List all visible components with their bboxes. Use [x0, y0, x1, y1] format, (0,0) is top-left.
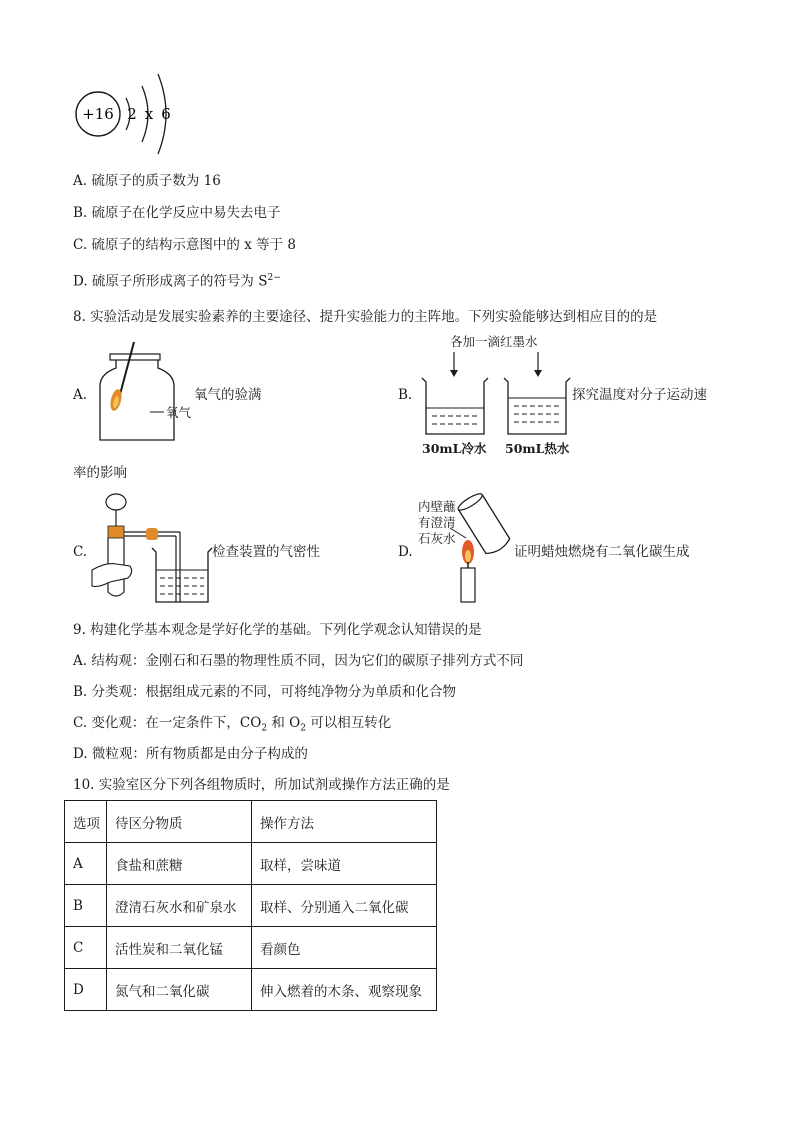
row-substances: 活性炭和二氧化锰: [107, 927, 252, 969]
q9-option-b: B. 分类观：根据组成元素的不同，可将纯净物分为单质和化合物: [73, 684, 457, 700]
q8-d-label-3: 石灰水: [418, 531, 456, 546]
q8-d-label-1: 内壁蘸: [418, 499, 456, 514]
row-method: 取样，尝味道: [252, 843, 437, 885]
shell3-count: 6: [161, 105, 171, 123]
q9-option-a: A. 结构观：金刚石和石墨的物理性质不同，因为它们的碳原子排列方式不同: [73, 653, 524, 669]
row-substances: 氮气和二氧化碳: [107, 969, 252, 1011]
q7-option-c: C. 硫原子的结构示意图中的 x 等于 8: [73, 237, 297, 253]
q8-b-right-label: 50mL热水: [505, 441, 570, 456]
table-row: [65, 927, 437, 969]
candle-figure: [446, 492, 516, 604]
shell2-count: x: [144, 105, 154, 123]
q8-c-letter: C.: [73, 544, 88, 560]
q8-d-label-2: 有澄清: [418, 515, 456, 530]
q8-b-text-cont: 率的影响: [73, 465, 127, 481]
row-option: B: [65, 885, 107, 927]
q10-options-table: [64, 800, 437, 1011]
shell1-count: 2: [127, 105, 137, 123]
oxygen-bottle-figure: [92, 340, 202, 446]
header-method: 操作方法: [252, 801, 437, 843]
row-substances: 食盐和蔗糖: [107, 843, 252, 885]
q8-b-top-label: 各加一滴红墨水: [450, 334, 538, 349]
q8-d-text: 证明蜡烛燃烧有二氧化碳生成: [514, 544, 690, 560]
header-option: 选项: [65, 801, 107, 843]
row-method: 看颜色: [252, 927, 437, 969]
sulfur-atom-diagram: [68, 62, 188, 172]
q7-option-d-text: D. 硫原子所形成离子的符号为 S: [73, 273, 268, 290]
row-method: 伸入燃着的木条、观察现象: [252, 969, 437, 1011]
q9-c-part2: 和 O: [267, 715, 301, 731]
header-substances: 待区分物质: [107, 801, 252, 843]
q9-c-sub2: 2: [300, 723, 306, 734]
row-option: A: [65, 843, 107, 885]
q8-b-letter: B.: [398, 387, 413, 403]
airtightness-figure: [88, 492, 214, 604]
q9-option-c: [73, 714, 391, 738]
q8-a-text: 氧气的验满: [194, 387, 262, 403]
row-substances: 澄清石灰水和矿泉水: [107, 885, 252, 927]
row-option: C: [65, 927, 107, 969]
nucleus-charge: +16: [82, 105, 114, 123]
q7-option-d: [73, 269, 281, 291]
q8-b-text: 探究温度对分子运动速: [572, 387, 707, 403]
q8-c-text: 检查装置的气密性: [212, 544, 320, 560]
q8-stem: 8. 实验活动是发展实验素养的主要途径、提升实验能力的主阵地。下列实验能够达到相应目的的是: [73, 309, 658, 325]
q7-option-b: B. 硫原子在化学反应中易失去电子: [73, 205, 281, 221]
q9-option-d: D. 微粒观：所有物质都是由分子构成的: [73, 746, 308, 762]
q9-c-part3: 可以相互转化: [305, 715, 392, 731]
q8-d-letter: D.: [398, 544, 413, 560]
q9-c-sub1: 2: [261, 723, 268, 734]
beakers-figure: [414, 350, 574, 440]
q9-stem: 9. 构建化学基本观念是学好化学的基础。下列化学观念认知错误的是: [73, 622, 482, 638]
q10-stem: 10. 实验室区分下列各组物质时，所加试剂或操作方法正确的是: [73, 777, 450, 793]
row-method: 取样、分别通入二氧化碳: [252, 885, 437, 927]
table-row: [65, 843, 437, 885]
row-option: D: [65, 969, 107, 1011]
table-header-row: [65, 801, 437, 843]
q8-a-letter: A.: [73, 387, 88, 403]
q9-c-part1: C. 变化观：在一定条件下，CO: [73, 715, 262, 731]
q7-ion-charge: 2−: [267, 273, 281, 283]
q8-b-left-label: 30mL冷水: [422, 441, 487, 456]
table-row: [65, 885, 437, 927]
table-row: [65, 969, 437, 1011]
q7-option-a: A. 硫原子的质子数为 16: [73, 173, 221, 189]
q8-a-gas-label: 氧气: [166, 405, 192, 420]
